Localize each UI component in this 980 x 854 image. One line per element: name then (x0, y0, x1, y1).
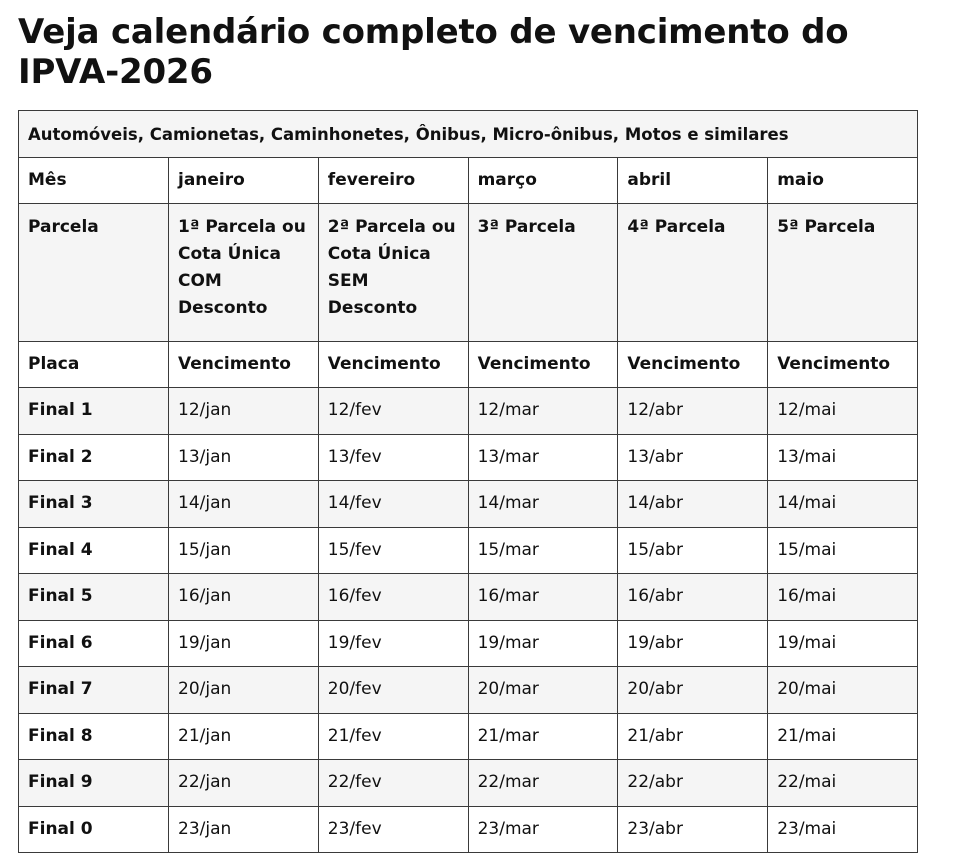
month-cell: janeiro (169, 158, 319, 204)
plate-final-label: Final 6 (19, 620, 169, 667)
parcel-cell: 5ª Parcela (768, 204, 918, 342)
due-date-cell: 19/mar (468, 620, 618, 667)
due-date-cell: 22/abr (618, 760, 768, 807)
due-date-cell: 22/jan (169, 760, 319, 807)
due-label: Vencimento (468, 342, 618, 388)
due-date-cell: 12/abr (618, 388, 768, 435)
month-cell: março (468, 158, 618, 204)
due-date-cell: 21/fev (318, 713, 468, 760)
due-date-cell: 16/fev (318, 574, 468, 621)
parcel-cell: 3ª Parcela (468, 204, 618, 342)
due-date-cell: 13/mar (468, 434, 618, 481)
due-date-cell: 13/abr (618, 434, 768, 481)
due-date-cell: 16/mai (768, 574, 918, 621)
due-date-cell: 23/jan (169, 806, 319, 853)
plate-final-label: Final 0 (19, 806, 169, 853)
month-cell: fevereiro (318, 158, 468, 204)
table-row (19, 388, 918, 435)
due-date-cell: 14/abr (618, 481, 768, 528)
due-date-cell: 12/jan (169, 388, 319, 435)
due-date-cell: 14/jan (169, 481, 319, 528)
due-date-cell: 19/mai (768, 620, 918, 667)
due-date-cell: 20/fev (318, 667, 468, 714)
table-row (19, 527, 918, 574)
due-date-cell: 19/jan (169, 620, 319, 667)
due-date-cell: 13/mai (768, 434, 918, 481)
table-row (19, 713, 918, 760)
due-date-cell: 12/mai (768, 388, 918, 435)
due-date-cell: 15/jan (169, 527, 319, 574)
due-date-cell: 13/fev (318, 434, 468, 481)
due-date-cell: 20/jan (169, 667, 319, 714)
due-date-cell: 22/mar (468, 760, 618, 807)
due-label: Vencimento (768, 342, 918, 388)
parcel-cell: 4ª Parcela (618, 204, 768, 342)
parcel-row (19, 204, 918, 342)
plate-header-row (19, 342, 918, 388)
page-title: Veja calendário completo de vencimento do IPVA-2026 (18, 12, 849, 92)
due-date-cell: 13/jan (169, 434, 319, 481)
due-date-cell: 12/mar (468, 388, 618, 435)
table-row (19, 667, 918, 714)
plate-final-label: Final 1 (19, 388, 169, 435)
due-date-cell: 21/mai (768, 713, 918, 760)
parcel-cell: 2ª Parcela ou Cota Única SEM Desconto (318, 204, 468, 342)
due-date-cell: 14/fev (318, 481, 468, 528)
due-date-cell: 23/mai (768, 806, 918, 853)
due-date-cell: 22/fev (318, 760, 468, 807)
month-cell: abril (618, 158, 768, 204)
table-row (19, 760, 918, 807)
plate-final-label: Final 2 (19, 434, 169, 481)
month-label: Mês (19, 158, 169, 204)
plate-final-label: Final 4 (19, 527, 169, 574)
due-date-cell: 20/mar (468, 667, 618, 714)
table-row (19, 574, 918, 621)
table-caption-row (19, 111, 918, 158)
plate-label: Placa (19, 342, 169, 388)
parcel-cell: 1ª Parcela ou Cota Única COM Desconto (169, 204, 319, 342)
due-label: Vencimento (618, 342, 768, 388)
due-date-cell: 15/mai (768, 527, 918, 574)
plate-final-label: Final 7 (19, 667, 169, 714)
parcel-label: Parcela (19, 204, 169, 342)
due-date-cell: 20/mai (768, 667, 918, 714)
due-date-cell: 19/abr (618, 620, 768, 667)
due-date-cell: 21/mar (468, 713, 618, 760)
due-date-cell: 20/abr (618, 667, 768, 714)
vehicle-categories-caption: Automóveis, Camionetas, Caminhonetes, Ônibus, Micro-ônibus, Motos e similares (19, 111, 918, 158)
plate-final-label: Final 9 (19, 760, 169, 807)
due-date-cell: 16/mar (468, 574, 618, 621)
plate-final-label: Final 5 (19, 574, 169, 621)
due-date-cell: 14/mai (768, 481, 918, 528)
due-date-cell: 23/mar (468, 806, 618, 853)
due-date-cell: 16/jan (169, 574, 319, 621)
table-row (19, 806, 918, 853)
due-date-cell: 15/mar (468, 527, 618, 574)
due-date-cell: 14/mar (468, 481, 618, 528)
due-date-cell: 21/abr (618, 713, 768, 760)
due-date-cell: 23/fev (318, 806, 468, 853)
table-row (19, 481, 918, 528)
plate-final-label: Final 3 (19, 481, 169, 528)
due-date-cell: 12/fev (318, 388, 468, 435)
due-date-cell: 16/abr (618, 574, 768, 621)
due-date-cell: 15/fev (318, 527, 468, 574)
month-cell: maio (768, 158, 918, 204)
table-row (19, 620, 918, 667)
plate-final-label: Final 8 (19, 713, 169, 760)
due-label: Vencimento (169, 342, 319, 388)
due-label: Vencimento (318, 342, 468, 388)
due-date-cell: 22/mai (768, 760, 918, 807)
due-date-cell: 15/abr (618, 527, 768, 574)
due-date-cell: 23/abr (618, 806, 768, 853)
ipva-calendar-table (18, 110, 918, 853)
month-row (19, 158, 918, 204)
due-date-cell: 21/jan (169, 713, 319, 760)
due-date-cell: 19/fev (318, 620, 468, 667)
table-row (19, 434, 918, 481)
